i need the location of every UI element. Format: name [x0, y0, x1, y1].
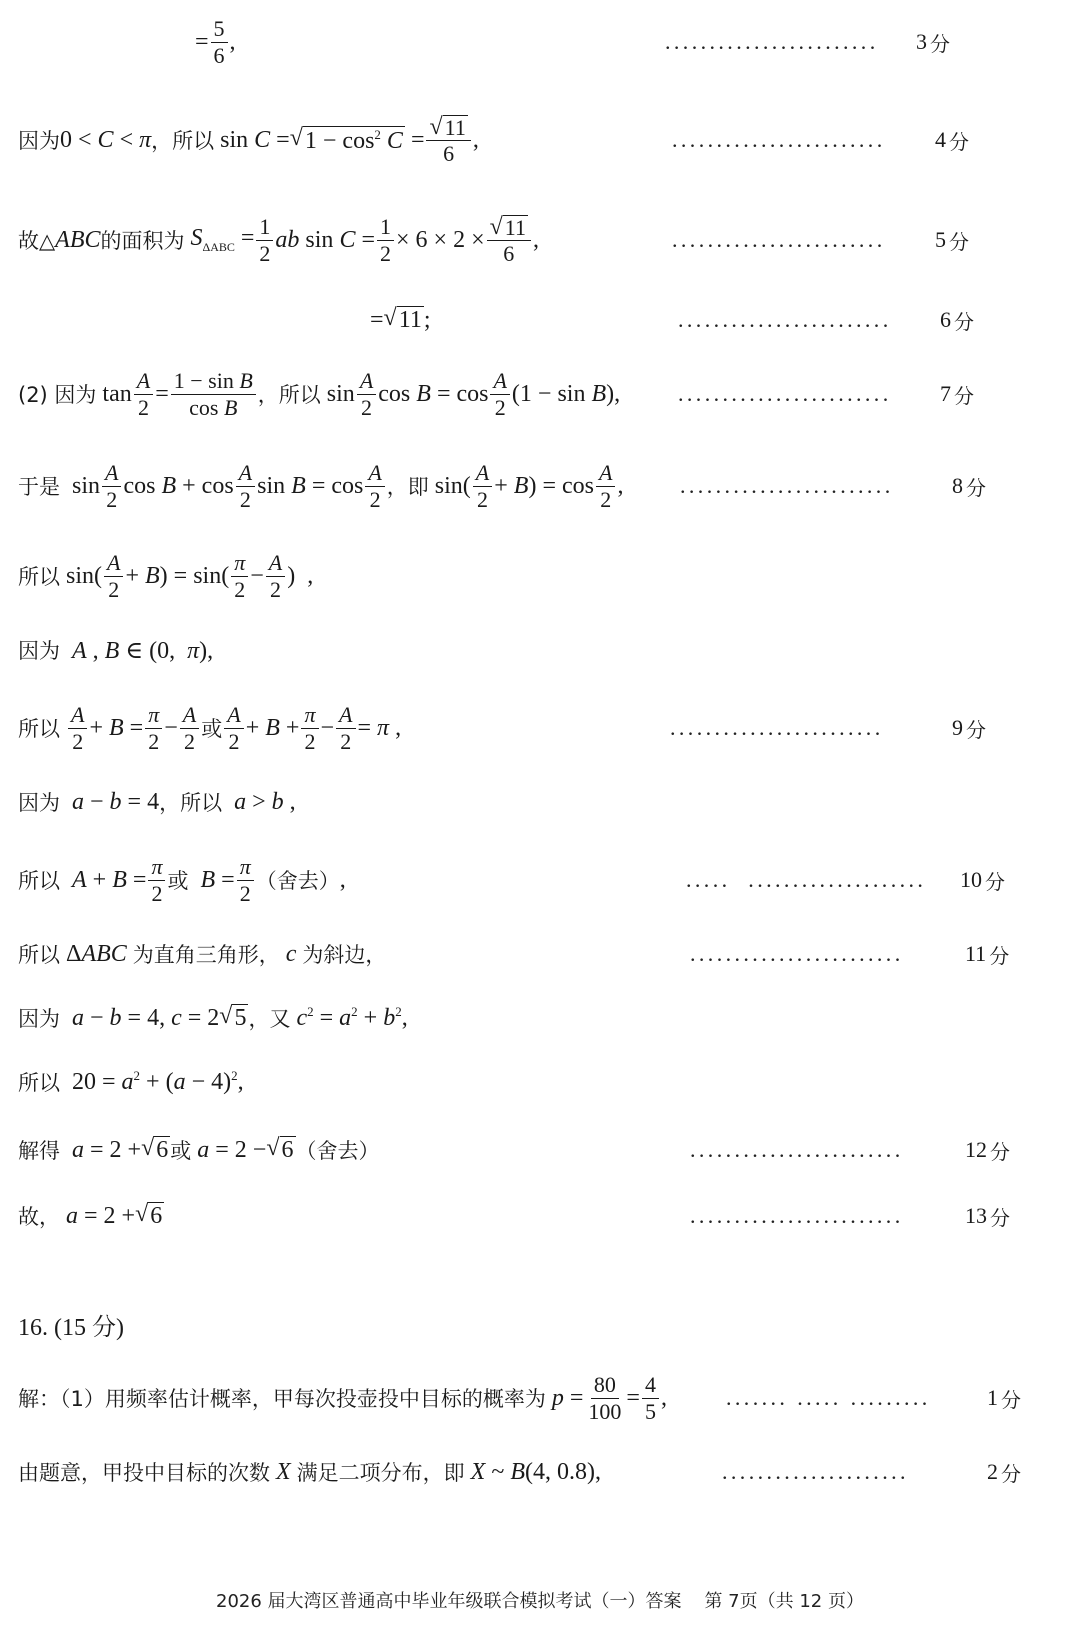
line-right: 所以 ΔABC 为直角三角形， c 为斜边， ........................ 11 分 [0, 924, 1080, 984]
dot-leader: ........................ [670, 715, 884, 740]
score-mark: 12 分 [965, 1137, 1010, 1164]
line-binom: 由题意，甲投中目标的次数 X 满足二项分布，即 X ~ B(4, 0.8), ..................... 2 分 [0, 1442, 1080, 1502]
line-suoyi1: 所以 sin( $\frac{A}{2}$ + B) = sin( $\frac{\pi}{2}$ − $\frac{A}{2}$ ) , [18, 550, 314, 602]
line-suoyi4: 所以 $20 = a^2 + (a - 4)^2$, [18, 1068, 244, 1095]
score-mark: 8 分 [952, 473, 986, 500]
score-mark: 7 分 [940, 381, 974, 408]
score-mark: 3 分 [916, 29, 950, 56]
dot-leader: ..................... [722, 1459, 909, 1484]
dot-leader: ........................ [672, 227, 886, 252]
dot-leader: ........................ [690, 1203, 904, 1228]
line-yushi: 于是 sin $\frac{A}{2}$ cos B + cos $\frac{A}{2}$ sin B = cos $\frac{A}{2}$ ，即 sin( $\frac{A}{2}$ + B) = cos $\frac{A}{2}$ , ........................ 8 分 [0, 456, 1080, 516]
line-yinwei2: 因为 a − b = 4 ，所以 a > b , [18, 788, 296, 815]
score-mark: 2 分 [987, 1459, 1021, 1486]
line-sinC: 因为 0 < C < π ，所以 sin C = √ $1 - \cos^2 C$ = √ 11 6 , ........................ 4 分 [0, 110, 1080, 170]
fraction: √ 11 6 [426, 115, 470, 165]
line-suoyi3: 所以 A + B = $\frac{\pi}{2}$ 或 B = $\frac{\pi}{2}$ （舍去） , ..... .................... 10 分 [0, 850, 1080, 910]
dot-leader: ........................ [690, 1137, 904, 1162]
line-yinwei3: 因为 a − b = 4, c = 2 √ 5 ，又 $c^2 = a^2 + b^2$, [18, 1003, 408, 1031]
dot-leader: ........................ [690, 941, 904, 966]
page-footer: 2026 届大湾区普通高中毕业年级联合模拟考试（一）答案 第 7页（共 12 页） [216, 1591, 864, 1612]
line-jie1: 解：（1）用频率估计概率，甲每次投壶投中目标的概率为 p = $\frac{80}{100}$ = $\frac{4}{5}$ , ....... ..... ......... 1 分 [0, 1368, 1080, 1428]
line-jiede: 解得 a = 2 + √ 6 或 a = 2 − √ 6 （舍去） ........................ 12 分 [0, 1120, 1080, 1180]
dot-leader: ........................ [678, 381, 892, 406]
score-mark: 10 分 [960, 867, 1005, 894]
line-part2: (2) 因为 tan $\frac{A}{2}$ = $\frac{\text{1 − sin B}}{\text{cos B}}$ ，所以 sin $\frac{A}{2}$ cos B = cos $\frac{A}{2}$ (1 − sin B), ........................ 7 分 [0, 364, 1080, 424]
line-area: 故△ ABC 的面积为 $S_{\Delta ABC}$ = $\frac{1}{2}$ ab sin C = $\frac{1}{2}$ × 6 × 2 × √ 11 6 , ........................ 5 分 [0, 210, 1080, 270]
line-sqrt11: = √ 11 ; ........................ 6 分 [0, 290, 1080, 350]
dot-leader: ........................ [665, 29, 879, 54]
score-mark: 13 分 [965, 1203, 1010, 1230]
line-gu: 故， a = 2 + √ 6 ........................ 13 分 [0, 1186, 1080, 1246]
dot-leader: ........................ [680, 473, 894, 498]
line-eq3: = $\frac{5}{6}$ , ........................ 3 分 [0, 12, 1080, 72]
line-suoyi2: 所以 $\frac{A}{2}$ + B = $\frac{\pi}{2}$ − $\frac{A}{2}$ 或 $\frac{A}{2}$ + B + $\frac{\pi}{2}$ − $\frac{A}{2}$ = π , ........................ 9 分 [0, 698, 1080, 758]
dot-leader: ..... .................... [686, 867, 927, 892]
fraction: $\frac{5}{6}$ [211, 17, 228, 66]
score-mark: 9 分 [952, 715, 986, 742]
score-mark: 6 分 [940, 307, 974, 334]
question-heading: 16. (15 分) [18, 1314, 124, 1341]
score-mark: 4 分 [935, 127, 969, 154]
dot-leader: ........................ [672, 127, 886, 152]
line-yinwei1: 因为 A , B ∈ (0, π), [18, 637, 214, 664]
score-mark: 5 分 [935, 227, 969, 254]
score-mark: 11 分 [965, 941, 1010, 968]
dot-leader: ....... ..... ......... [726, 1385, 931, 1410]
dot-leader: ........................ [678, 307, 892, 332]
score-mark: 1 分 [987, 1385, 1021, 1412]
